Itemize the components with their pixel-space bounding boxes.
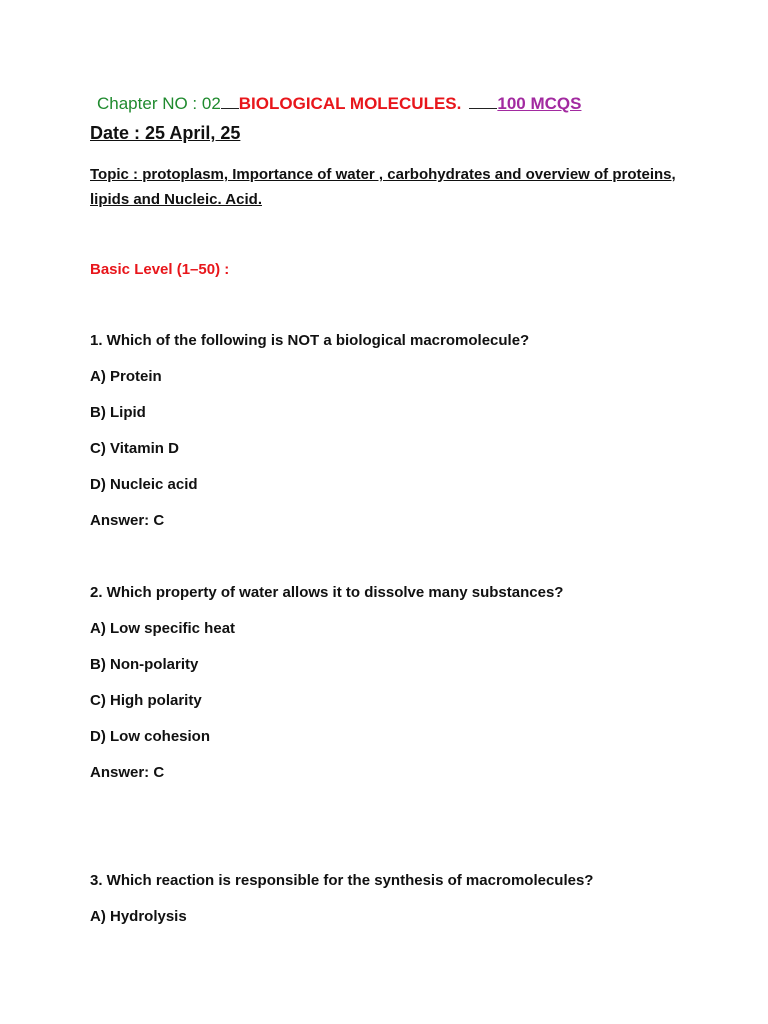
chapter-number: Chapter NO : 02 [97, 94, 221, 113]
question-1-option-d: D) Nucleic acid [90, 476, 198, 493]
header-underline-gap [221, 94, 239, 109]
question-3: 3. Which reaction is responsible for the synthesis of macromolecules? [90, 872, 594, 889]
question-1: 1. Which of the following is NOT a biological macromolecule? [90, 332, 530, 349]
mcq-count: 100 MCQS [497, 94, 582, 113]
question-2: 2. Which property of water allows it to dissolve many substances? [90, 584, 564, 601]
topic-heading: Topic : protoplasm, Importance of water , carbohydrates and overview of proteins, lipids and Nucleic. Acid. [90, 166, 676, 208]
chapter-header [97, 94, 581, 114]
header-underline-gap-2 [469, 94, 497, 109]
question-1-option-a: A) Protein [90, 368, 162, 385]
question-2-option-c: C) High polarity [90, 692, 202, 709]
question-2-answer: Answer: C [90, 764, 165, 781]
question-1-answer: Answer: C [90, 512, 165, 529]
level-heading: Basic Level (1–50) : [90, 261, 230, 278]
question-2-option-a: A) Low specific heat [90, 620, 236, 637]
chapter-title: BIOLOGICAL MOLECULES. [238, 94, 462, 113]
question-2-option-d: D) Low cohesion [90, 728, 210, 745]
question-1-option-b: B) Lipid [90, 404, 146, 421]
question-3-option-a: A) Hydrolysis [90, 908, 187, 925]
question-2-option-b: B) Non-polarity [90, 656, 199, 673]
question-1-option-c: C) Vitamin D [90, 440, 179, 457]
date-heading: Date : 25 April, 25 [90, 123, 241, 143]
